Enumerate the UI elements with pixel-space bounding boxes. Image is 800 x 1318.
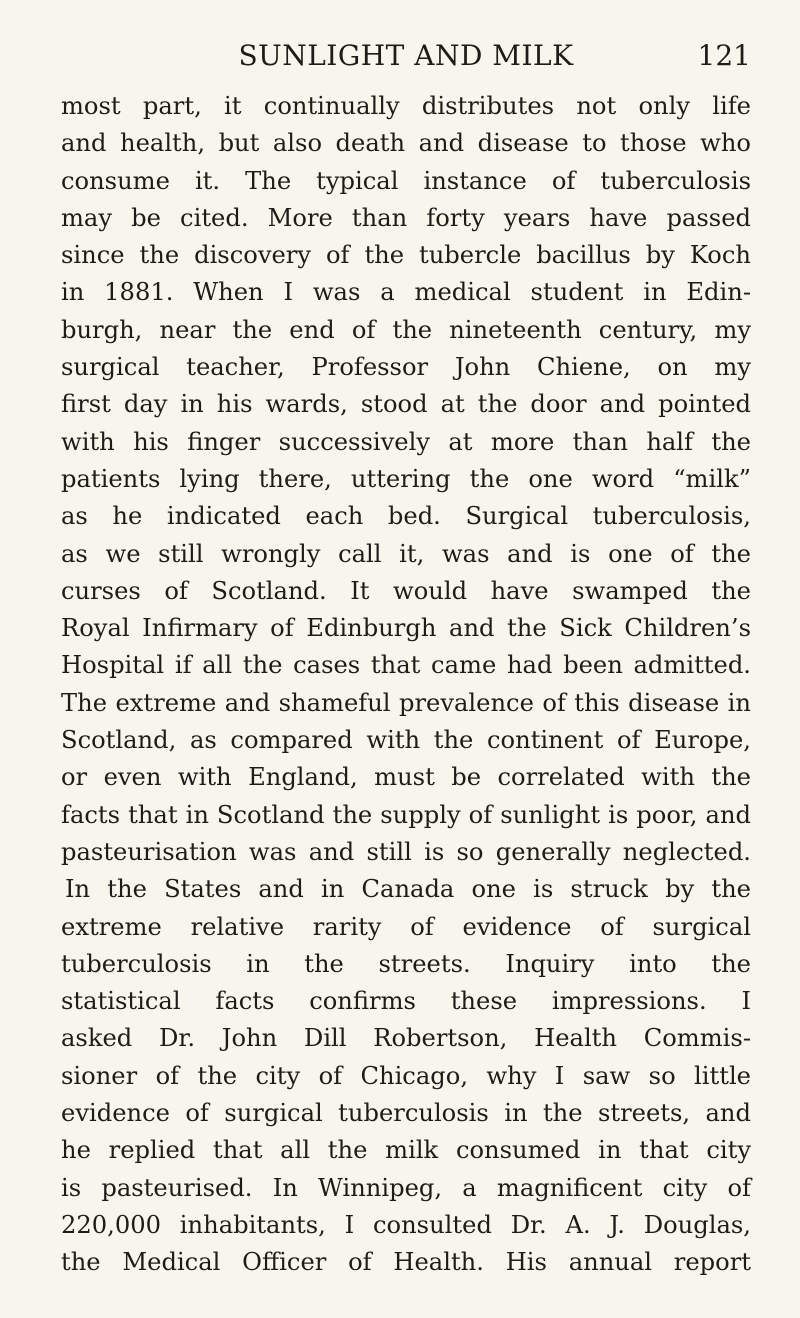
text-line: surgical teacher, Professor John Chiene, on my bbox=[61, 353, 751, 382]
text-line: with his finger successively at more than half the bbox=[61, 427, 751, 456]
text-line: as he indicated each bed. Surgical tuberculosis, bbox=[61, 502, 751, 531]
text-line: he replied that all the milk consumed in that city bbox=[61, 1136, 751, 1165]
text-line: and health, but also death and disease to those who bbox=[61, 129, 751, 158]
text-line: most part, it continually distributes not only life bbox=[61, 92, 751, 120]
text-line: Scotland, as compared with the continent of Europe, bbox=[61, 726, 751, 755]
running-title: SUNLIGHT AND MILK bbox=[238, 39, 574, 72]
text-line: first day in his wards, stood at the door and pointed bbox=[61, 390, 751, 419]
text-line: is pasteurised. In Winnipeg, a magnificent city of bbox=[61, 1173, 751, 1202]
text-line-paragraph-start: In the States and in Canada one is struck by the bbox=[65, 875, 751, 904]
text-line: The extreme and shameful prevalence of this disease in bbox=[61, 688, 751, 717]
text-line: pasteurisation was and still is so generally neglected. bbox=[61, 837, 751, 866]
text-line: Hospital if all the cases that came had been admitted. bbox=[61, 651, 751, 680]
text-line: since the discovery of the tubercle bacillus by Koch bbox=[61, 241, 751, 270]
text-line: facts that in Scotland the supply of sunlight is poor, and bbox=[61, 800, 751, 829]
text-line: sioner of the city of Chicago, why I saw so little bbox=[61, 1061, 751, 1090]
text-line: Royal Infirmary of Edinburgh and the Sick Children’s bbox=[61, 614, 751, 643]
text-line: curses of Scotland. It would have swamped the bbox=[61, 576, 751, 605]
text-line: 220,000 inhabitants, I consulted Dr. A. J. Douglas, bbox=[61, 1210, 751, 1239]
text-line: burgh, near the end of the nineteenth century, my bbox=[61, 315, 751, 344]
text-line: consume it. The typical instance of tuberculosis bbox=[61, 166, 751, 195]
text-line: patients lying there, uttering the one word “milk” bbox=[61, 464, 751, 493]
text-line: may be cited. More than forty years have passed bbox=[61, 203, 751, 232]
text-line: tuberculosis in the streets. Inquiry into the bbox=[61, 949, 751, 978]
text-line: extreme relative rarity of evidence of surgical bbox=[61, 912, 751, 941]
text-line: the Medical Officer of Health. His annual report bbox=[61, 1248, 751, 1277]
running-head bbox=[61, 36, 751, 76]
body-text bbox=[61, 88, 751, 1282]
page-number: 121 bbox=[697, 39, 751, 72]
text-line: or even with England, must be correlated with the bbox=[61, 763, 751, 792]
text-line: in 1881. When I was a medical student in Edin- bbox=[61, 278, 751, 307]
text-line: asked Dr. John Dill Robertson, Health Commis- bbox=[61, 1024, 751, 1053]
text-line: statistical facts confirms these impressions. I bbox=[61, 987, 751, 1016]
text-line: evidence of surgical tuberculosis in the streets, and bbox=[61, 1099, 751, 1128]
text-line: as we still wrongly call it, was and is one of the bbox=[61, 539, 751, 568]
